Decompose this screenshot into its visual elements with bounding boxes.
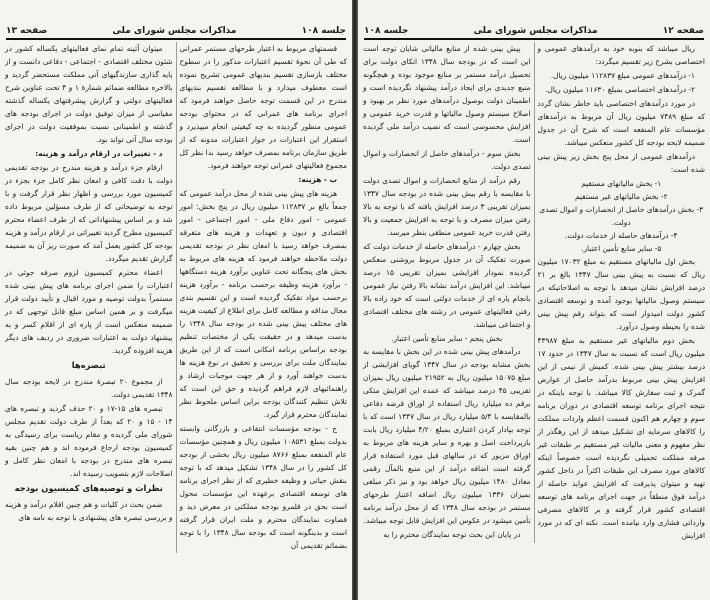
- text-columns: [2, 42, 350, 553]
- publication-title: مذاکرات مجلس شورای ملی: [473, 26, 598, 36]
- paragraph: قسمتهای مربوط به اعتبار طرحهای مستمر عمرانی که طی آن نحوهٔ تقسیم اعتبارات مذکور را در سطوح مختلف بازسازی تقسیم بندیهای عمومی تشریح نموده است معطوف میدارد و با مطالعه تقسیم بندیهای مندرج در این قسمت توجه حاصل خواهند فرمود که اجرای برنامه های عمرانی که در محتوای بودجه عمومی منظور گردیده به چه کیفیتی انجام میپذیرد و استقرار این اعتبارات در جوار اعتبارات مدونه که از طریق سازمان برنامه بمصرف خواهد رسید بدا نظر کل مجموع فعالیتهای عمرانی توجه خواهند فرمود.: [179, 44, 347, 170]
- paragraph: درآمدهای عمومی از محل پنج بخش زیر پیش بینی شده است:: [537, 152, 705, 174]
- list-item: ۴- درآمدهای حاصله از خدمات دولت.: [564, 231, 678, 240]
- paragraph: رقم درآمد از منابع انحصارات و اموال تصدی دولت با مقایسه با رقم پیش بینی شده در بودجه سال ۱۳۴۷ بمیزان تقریبی ۳ درصد افزایش یافته که با توجه به بالا رفتن میزان مصرف و با توجه به افزایش جمعیت و بالا رفتن قدرت خرید عمومی منطقی بنظر میرسد.: [363, 176, 531, 237]
- paragraph: از مجموع ۲۰ تبصرهٔ مندرج در لایحه بودجه سال ۱۳۴۸ تقدیمی دولت.: [5, 377, 173, 399]
- page-number: صفحه ۱۳: [6, 26, 48, 36]
- list-item: ۳- بخش درآمدهای حاصل از انحصارات و اموال تصدی دولت.: [539, 205, 704, 227]
- paragraph: ارقام جزء درآمد و هزینه مندرج در بودجه تقدیمی دولت با دقت کافی و امعان نظر کامل جزء بجزء در کمیسیون مورد بررسی و اظهار نظر قرار گرفت و با توجه به توضیحاتی که از طرف مسؤلین مربوط داده شد و بر اساس پیشنهاداتی که از طرف اعضاء محترم کمیسیون مطرح گردید تغییراتی در ارقام درآمد و هزینه بودجه کل کشور بعمل آمد که صورت ریز آن به ضمیمه گزارش تقدیم میگردد.: [5, 163, 173, 263]
- list-item: بخش پنجم - سایر منابع تأمین اعتبار.: [391, 334, 503, 343]
- paragraph: در پایان این بحث توجه نمایندگان محترم را به: [383, 530, 521, 539]
- text-column: [360, 42, 535, 543]
- text-column: [535, 42, 709, 543]
- paragraph: پیش بینی شده از منابع مالیاتی شایان توجه است این است که در بودجه سال ۱۳۴۸ اتکای دولت برای تحصیل درآمد مستمر بر منابع موجود بوده و هیچگونه منبع جدیدی برای ایجاد درآمد پیشنهاد نگردیده است و اطمینان دولت بوصول درآمدهای مورد نظر بر بهبود و اصلاح سیستم وصول مالیاتها و قدرت خرید عمومی و افزایش محسوسی است که نصیب درآمد ملی گردیده است.: [363, 44, 531, 144]
- list-item: ۵- سایر منابع تأمین اعتبار.: [581, 244, 662, 253]
- section-heading: تبصره‌ها: [71, 360, 106, 370]
- paragraph: میتوان آئینه تمام نمای فعالیتهای یکساله کشور در شئون مختلف اقتصادی - اجتماعی - دفاعی دانست و از پایه گذاری سازندگیهای آتی مملکت مستحضر گردید و بالاخره مطالعه ضمائم شمارهٔ ۱ و ۴ تحت عناوین شرح فعالیتهای دولتی و گزارش پیشرفتهای یکساله گذشته مقیاسی از میزان توفیق دولت در اجرای بودجه های گذشته و اطمینانی نسبت بموفقیت دولت در اجرای بودجه سال آتی تواند بود.: [5, 44, 173, 144]
- section-heading: نظرات و توصیه‌های کمیسیون بودجه: [14, 483, 163, 493]
- publication-title: مذاکرات مجلس شورای ملی: [112, 26, 237, 36]
- list-item: ۲- بخش مالیاتهای غیر مستقیم: [574, 192, 668, 201]
- text-columns: [360, 42, 708, 543]
- page-header: [6, 22, 346, 40]
- paragraph: ۱- درآمدهای عمومی مبلغ ۱۱۲۸۳۷ میلیون ریال.: [550, 71, 695, 80]
- page-header: [364, 22, 704, 40]
- paragraph: بخش دوم مالیاتهای غیر مستقیم به مبلغ ۴۳۹۸۷ میلیون ریال است که نسبت به سال ۱۳۴۷ در حدود ۱۷ درصد بیشتر پیش بینی شده. کمیش از نیمی از این افزایش پیش بینی مربوط بدرآمد حاصل از عوارض گمرک و ثبت سفارش کالا میباشد. با توجه باینکه در نتیجه اجرای برنامه توسعه اقتصادی در دوران برنامه سوم و چهارم هم اکنون قسمت اعظم واردات مملکت را کالاهای سرمایه ای تشکیل میدهد از این رهگذر از نظر مفهوم و معنی مالیات غیر مستقیم بر طبقات غیر مرفه مملکت تحمیلی نگردیده است خصوصاً اینکه کالاهای مورد مصرف این طبقات اکثراً در داخل کشور تهیه و میتوان پذیرفت که افزایش عواید حاصله از درآمد فوق منطقاً در جهت اجرای برنامه های توسعه اقتصادی کشور قرار گرفته و بر کالاهای مصرفی وارداتی فشاری وارد نیامده است. نکته ای که در مورد افزایش: [537, 336, 706, 540]
- paragraph: در مورد درآمدهای اختصاصی باید خاطر نشان گردد که مبلغ ۷۴۸۹ میلیون ریال آن مربوط به درآمدهای مؤسسات عام المنفعه است که شرح آن در جدول ضمیمه لایحه بودجه کل کشور منعکس میباشد.: [537, 99, 706, 147]
- list-item: ۱- بخش مالیاتهای مستقیم: [581, 179, 662, 188]
- paragraph: ضمن بحث در کلیات و هم چنین اقلام درآمد و هزینه و بررسی تبصره های پیشنهادی با توجه به نامه های: [5, 500, 173, 522]
- paragraph: ۲- درآمدهای اختصاصی بمبلغ ۱۱۶۳۰ میلیون ریال.: [545, 85, 695, 94]
- paragraph: ریال میباشد که بنوبه خود به درآمدهای عمومی و اختصاصی بشرح زیر تقسیم میگردد:: [537, 44, 705, 66]
- subsection-heading: ب - هزینه:: [298, 175, 337, 184]
- session-number: جلسه ۱۰۸: [301, 26, 346, 36]
- paragraph: بخش چهارم - درآمدهای حاصله از خدمات دولت که صورت تفکیک آن در جدول مربوط بروشنی منعکس گردیده نمودار افزایشی بمیزان تقریبی ۱۵ درصد میباشد. این افزایش درآمد نشانه بالا رفتن نیاز عمومی بانجام پاره ای از خدمات دولتی است که خود زاده بالا رفتن فعالیتهای عمومی در رشته های مختلف اقتصادی و اجتماعی میباشد.: [363, 242, 531, 329]
- paragraph: ج - بودجه مؤسسات انتفاعی و بازرگانی وابسته بدولت بمبلغ ۱۰۸۵۳۱ میلیون ریال و همچنین مؤسسات عام المنفعه بمبلغ ۸۷۶۶ میلیون ریال بخشی از بودجه کل کشور را در سال ۱۳۴۸ تشکیل میدهد که با توجه بنقش حیاتی و وظیفه خطیری که از نظر اجرای برنامه های توسعه اقتصادی برعهده این مؤسسات محول است بحق در قلمرو بودجه مملکتی در معرض دید و قضاوت نمایندگان محترم و ملت ایران قرار گرفته است و بدینگونه است که بودجه سال ۱۳۴۸ را با توجه بضمائم تقدیمی آن: [179, 424, 348, 550]
- page-number: صفحه ۱۲: [662, 26, 704, 36]
- paragraph: بخش سوم - درآمدهای حاصل از انحصارات و اموال تصدی دولت.: [363, 149, 531, 171]
- paragraph: بخش اول مالیاتهای مستقیم به مبلغ ۱۷۰۳۲ میلیون ریال که نسبت به پیش بینی سال ۱۳۴۷ بالغ بر ۲۱ درصد افزایش نشان میدهد با توجه به اصلاحاتیکه در سیستم وصول مالیاتها بوجود آمده و توسعه اقتصادی کشور دولت امیدوار است که بتواند رقم پیش بینی شده را بحیطه وصول درآورد.: [537, 257, 705, 331]
- paragraph: درآمدهای پیش بینی شده در این بخش با مقایسه به بخش مشابه بودجه در سال ۱۳۴۷ گویای افزایشی از مبلغ ۱۵۰۷۵ میلیون ریال به ۲۱۹۵۲ میلیون ریال بمیزان تقریبی ۴۵ درصد میباشد که عمده این افزایش متکی برقم ده میلیارد ریال استفاده از اوراق قرضه دفاعی بالمقایسه با ۵/۴ میلیارد ریال در سال ۱۳۴۷ است که با توجه بپادار کردن اعتباری بمبلغ ۴/۲۰ میلیارد ریال بابت بازپرداخت اصل و بهره و سایر هزینه های مربوط به اوراق مزبور که در سالهای قبل مورد استفاده قرار گرفته است اضافه درآمد از این منبع بالمآل رقمی معادل ۱۴۸۰ میلیون ریال خواهد بود و نیز ذکر مبلغی بمیزان ۱۳۳۶ میلیون ریال اضافه اعتبار طرحهای مستمر در بودجه سال ۱۳۴۸ که از محل درآمد برنامه تأمین میشود در عکوس این افزایش قابل توجه میباشد.: [363, 347, 531, 525]
- subsection-heading: د - تغییرات در ارقام درآمد و هزینه:: [35, 149, 163, 158]
- session-number: جلسه ۱۰۸: [364, 26, 409, 36]
- page-12: [358, 0, 710, 600]
- paragraph: تبصره های ۱۵-۱۷ و ۲۰ حذف گردید و تبصره های ۱۴ - ۱۵ و ۲۰ که بعداً از طرف دولت تقدیم مجلس شورای ملی گردیده و مقام ریاست برای رسیدگی به کمیسیون بودجه ارجاع فرموده اند و هم چنین بقیه تبصره های مندرج در بودجه با امعان نظر کامل و اصلاحات لازم بتصویب رسیده اند.: [5, 404, 173, 478]
- paragraph: اعضاء محترم کمیسیون لزوم صرفه جوئی در اعتبارات را ضمن اجرای برنامه های پیش بینی شده مستمراً بدولت توصیه و مورد اقبال و تأیید دولت قرار میگرفت و بر همین اساس مبلغ قابل توجهی که در ضمیمه منعکس است از پاره ای از اقلام کسر و به پیشنهاد دولت به اعتبارات ضروری در ردیف های دیگر هزینه افزوده گردید.: [5, 268, 173, 355]
- text-column: [2, 42, 177, 553]
- page-13: [0, 0, 352, 600]
- paragraph: هزینه های پیش بینی شده از محل درآمد عمومی که جمعاً بالغ بر ۱۱۲۸۳۷ میلیون ریال در پنج بخش: امور عمومی - امور دفاع ملی - امور اجتماعی - امور اقتصادی و دیون و تعهدات و هزینه های متفرقه بمصرف خواهد رسید با امعان نظر در بودجه تقدیمی دولت ملاحظه خواهند فرمود که هزینه های مربوط به بخش های پنجگانه تحت عناوین برآورد هزینه دستگاهها - برآورد هزینه وظیفه برحسب برنامه - برآورد هزینه برحسب مواد تفکیک گردیده است و این تقسیم بندی مجال مداقه و مطالعه کامل برای اطلاع از کیفیت هزینه های مختلف پیش بینی شده در بودجه سال ۱۳۴۸ را بدست میدهد و در حقیقت یکی از مختصات تنظیم بودجه براساس برنامه امکانی است که از این طریق نمایندگان ملت برای بررسی و تحقیق در نوع هزینه ها بدست خواهند آورد و از هر جهت موجبات ارشاد و راهنمائیهای لازم فراهم گردیده و حق این است که تلاش تنظیم کنندگان بودجه براین اساس ملحوظ نظر نمایندگان محترم قرار گیرد.: [179, 189, 347, 419]
- text-column: [177, 42, 351, 553]
